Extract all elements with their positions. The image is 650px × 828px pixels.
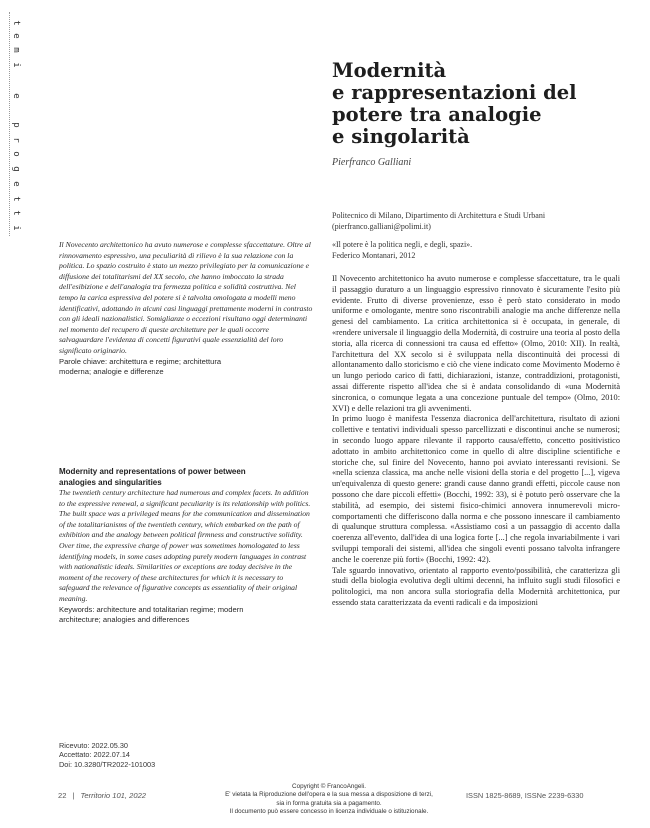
keywords-english-line: Keywords: architecture and totalitarian regime; modern	[59, 604, 244, 614]
rubric-letter: e	[11, 93, 21, 99]
article-body	[332, 274, 620, 609]
abstract-english-text: The twentieth century architecture had numerous and complex facets. In addition to the expressive renewal, a significant peculiarity is its relationship with politics. The built space was a privileged means for the communication and dissemination of the totalitarianisms of the twentieth century, which embarked on the path of exhibition and the analogy between political firmness and constructive solidity. Over time, the expressive charge of power was sometimes homologated to less identifying models, in some cases adopting purely modern languages in contrast with nationalistic ideals. Similarities or exceptions are today decisive in the moment of the recovery of these architectures for which it is necessary to safeguard the relevance of figurative concepts as essentiality of their original meaning.	[59, 488, 311, 603]
keywords-english-line: architecture; analogies and differences	[59, 615, 190, 625]
page-footer-left: 22 | Territorio 101, 2022	[58, 791, 147, 800]
copyright-line: E' vietata la Riproduzione dell'opera e la sua messa a disposizione di terzi,	[225, 791, 433, 799]
copyright-notice	[195, 783, 463, 816]
title-line: potere tra analogie	[332, 103, 542, 126]
rubric-letter: o	[11, 151, 21, 157]
rubric-dotted-line	[9, 12, 10, 236]
title-line: Modernità	[332, 59, 447, 82]
rubric-letter: e	[11, 33, 21, 39]
article-title	[332, 60, 632, 148]
rubric-letter: t	[11, 20, 21, 26]
epigraph-quote: «Il potere è la politica negli, e degli, spazi».	[332, 240, 473, 249]
page-number: 22	[58, 791, 67, 800]
author-email: (pierfranco.galliani@polimi.it)	[332, 221, 431, 231]
abstract-english-heading: Modernity and representations of power between	[59, 467, 246, 476]
rubric-letter: r	[11, 137, 21, 143]
section-rubric	[0, 0, 24, 236]
journal-issue: Territorio 101, 2022	[80, 791, 147, 800]
abstract-english	[59, 466, 314, 626]
issn: ISSN 1825-8689, ISSNe 2239-6330	[466, 791, 584, 800]
keywords-italian-line: moderna; analogie e differenze	[59, 367, 164, 377]
title-line: e singolarità	[332, 125, 470, 148]
rubric-letter: m	[11, 47, 21, 53]
article-author: Pierfranco Galliani	[332, 157, 412, 168]
abstract-italian	[59, 240, 314, 378]
copyright-line: Copyright © FrancoAngeli.	[292, 783, 366, 790]
rubric-letter: p	[11, 122, 21, 128]
rubric-letter: t	[11, 210, 21, 216]
copyright-line: sia in forma gratuita sia a pagamento.	[276, 799, 382, 807]
author-affiliation	[332, 211, 632, 232]
epigraph	[332, 240, 632, 261]
rubric-letter: g	[11, 166, 21, 172]
received-date: Ricevuto: 2022.05.30	[59, 741, 128, 750]
rubric-letter: i	[11, 62, 21, 68]
affiliation-line: Politecnico di Milano, Dipartimento di Architettura e Studi Urbani	[332, 211, 546, 220]
body-paragraph: Tale sguardo innovativo, orientato al rapporto evento/possibilità, che caratterizza gli studi della biologia evolutiva degli ultimi decenni, ha influito sugli studi filosofici e politologici, ma non ancora sulla storiografia della Modernità architettonica, pur essendo stata caratterizzata da eventi radicali e da imposizioni	[332, 565, 620, 607]
doi: Doi: 10.3280/TR2022-101003	[59, 759, 156, 769]
rubric-letter: e	[11, 181, 21, 187]
title-line: e rappresentazioni del	[332, 81, 577, 104]
copyright-line: Il documento può essere concesso in licenza individuale o istituzionale.	[229, 807, 429, 815]
accepted-date: Accettato: 2022.07.14	[59, 750, 130, 760]
rubric-letter: t	[11, 196, 21, 202]
keywords-italian-line: Parole chiave: architettura e regime; architettura	[59, 356, 222, 366]
rubric-letter: i	[11, 225, 21, 231]
abstract-english-heading: analogies and singularities	[59, 478, 162, 487]
epigraph-source: Federico Montanari, 2012	[332, 250, 416, 260]
body-paragraph: In primo luogo è manifesta l'essenza diacronica dell'architettura, risultato di azioni collettive e tentativi individuali spesso parcellizzati e discontinui anche se numerosi; in secondo luogo appare rilevante il rapporto causa/effetto, concetto positivistico adottato in ambito architettonico come in quello di altre discipline scientifiche e storiche che, sul finire del Novecento, hanno poi avviato interessanti revisioni. Se «nella scienza classica, ma anche nelle visioni della storia e del progetto [...], vigeva un'equivalenza di questo genere: grandi cause danno grandi effetti, piccole cause non possono che dare piccoli effetti» (Bocchi, 1992: 33), si è potuto però osservare che la stabilità, ad esempio, dei sistemi fisico-chimici annovera innumerevoli micro-comportamenti che differiscono dalla norma e che possono innescare il cambiamento di qualunque struttura complessa. «Assistiamo così a un passaggio di accento dalla coerenza all'evento, dall'idea di una logica forte [...] che regola invariabilmente i vari sviluppi temporali dei sistemi, all'idea che singoli eventi possano talvolta infrangere anche le coerenze più forti» (Bocchi, 1992: 42).	[332, 414, 620, 564]
body-paragraph: Il Novecento architettonico ha avuto numerose e complesse sfaccettature, tra le quali il passaggio duraturo a un linguaggio espressivo rinnovato è sicuramente l'esito più evidente. Frutto di diverse provenienze, esso è però stato considerato in modo uniforme e omologante, mentre sono riscontrabili analogie ma anche differenze nella genesi del cambiamento. La critica architettonica si è occupata, in generale, di «rendere universale il linguaggio della Modernità, di costruire una teoria al posto della storia, alla ricerca di connessioni tra causa ed effetto» (Olmo, 2010: XII). In realtà, l'architettura del XX secolo si è sviluppata nella discontinuità dei processi di allontanamento dallo storicismo e ciò che viene indicato come Movimento Moderno è un lungo periodo carico di fatti, dichiarazioni, istanze, contraddizioni, protagonisti, assai differente rispetto all'idea che si è andata consolidando di «una Modernità sincronica, o comunque legata a una concezione puntuale del tempo» (Olmo, 2010: XVI) e delle relazioni tra gli avvenimenti.	[332, 274, 620, 413]
article-metadata	[59, 741, 155, 769]
abstract-italian-text: Il Novecento architettonico ha avuto numerose e complesse sfaccettature. Oltre al rinnovamento espressivo, una peculiarità di rilievo è la sua relazione con la politica. Lo spazio costruito è stato un mezzo privilegiato per la comunicazione e diffusione dei totalitarismi del XX secolo, che hanno imboccato la strada dell'esibizione e dell'analogia tra fermezza politica e solidità costruttiva. Nel tempo la carica espressiva del potere si è talvolta omologata a modelli meno identificativi, adottando in alcuni casi linguaggi prettamente moderni in contrasto con gli ideali nazionalistici. Somiglianze o eccezioni risultano oggi determinanti nel momento del recupero di queste architetture per le quali occorre salvaguardare l'evidenza di concetti figurativi quale essenzialità del loro significato originario.	[59, 240, 313, 355]
